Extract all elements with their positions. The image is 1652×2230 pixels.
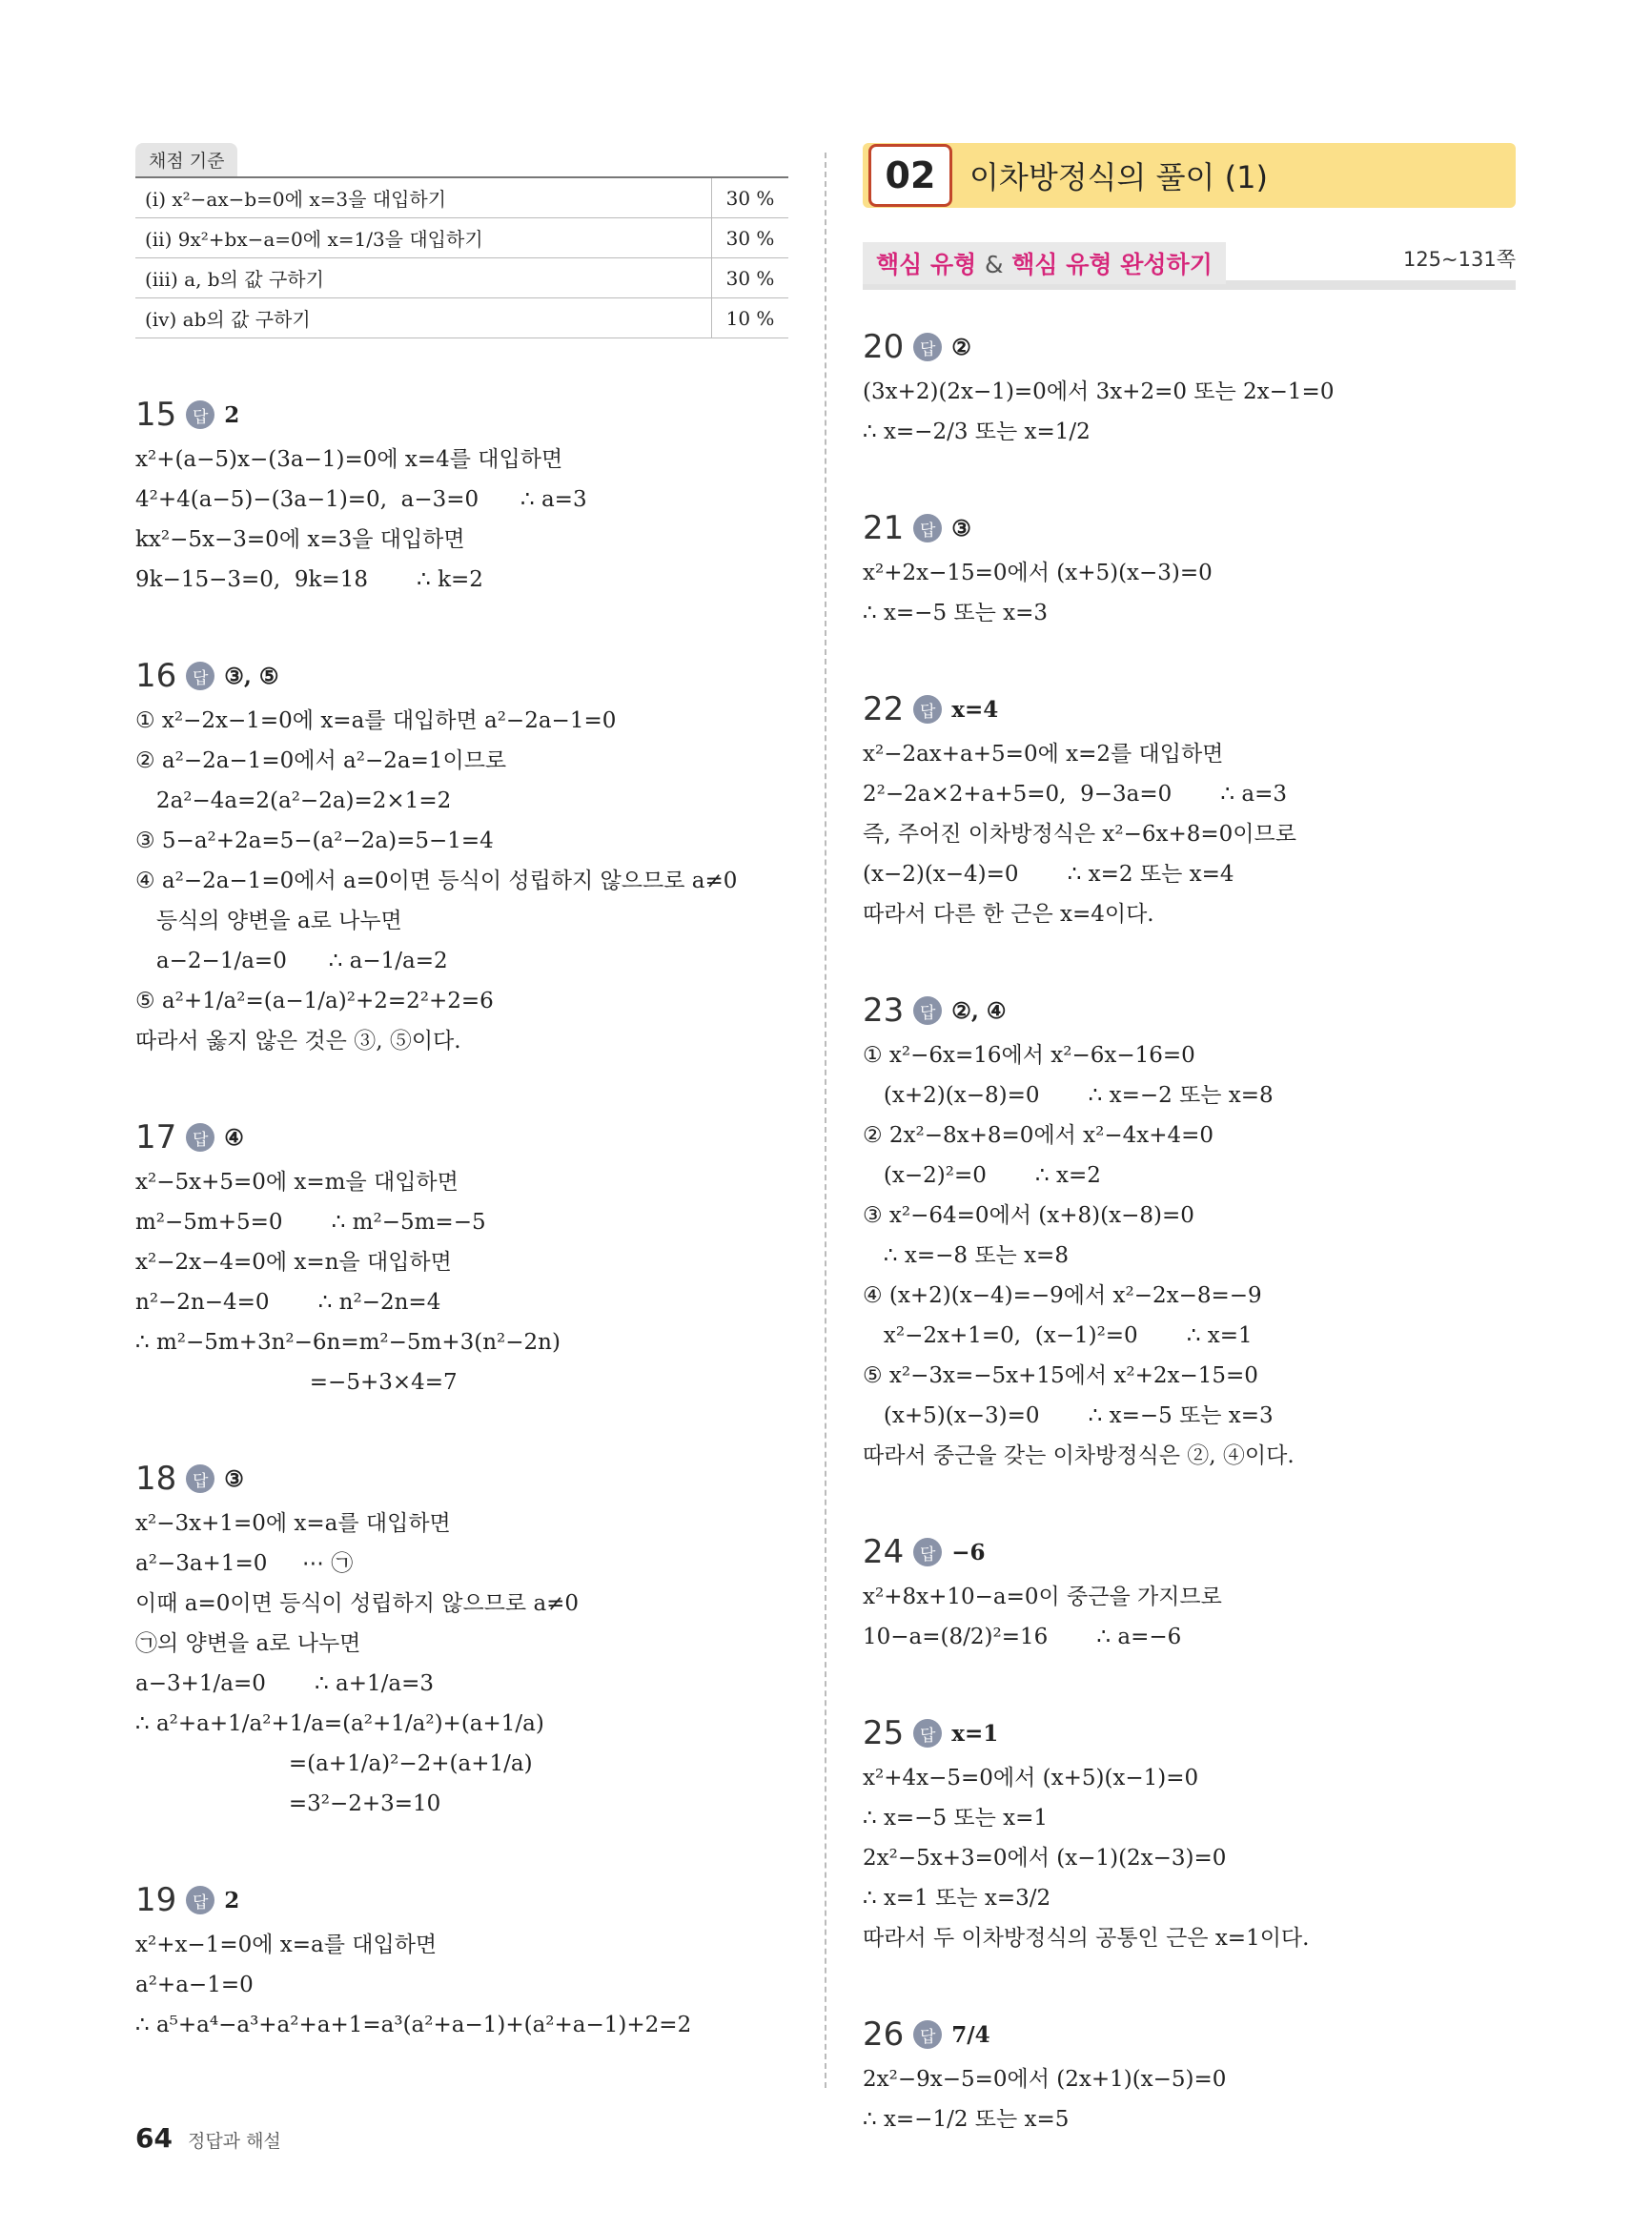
footer-label: 정답과 해설 — [187, 2131, 281, 2152]
problem-header — [863, 690, 1516, 728]
scoring-item: (ⅲ) a, b의 값 구하기 — [135, 258, 712, 298]
problem-number: 20 — [863, 328, 905, 366]
answer-badge: 답 — [913, 695, 942, 724]
problem-24 — [863, 1533, 1516, 1657]
answer-badge: 답 — [186, 1886, 214, 1914]
solution-line: 2²−2a×2+a+5=0, 9−3a=0 ∴ a=3 — [863, 782, 1287, 807]
answer-value: 2 — [224, 1887, 240, 1913]
solution-line: ① x²−6x=16에서 x²−6x−16=0 — [863, 1043, 1195, 1068]
answer-value: ② — [951, 334, 971, 360]
solution-line: x²+(a−5)x−(3a−1)=0에 x=4를 대입하면 — [135, 447, 563, 472]
scoring-row — [135, 258, 788, 298]
solution-line: ③ 5−a²+2a=5−(a²−2a)=5−1=4 — [135, 829, 494, 853]
scoring-row — [135, 177, 788, 218]
problem-number: 22 — [863, 690, 905, 728]
solution-line: ∴ m²−5m+3n²−6n=m²−5m+3(n²−2n) — [135, 1330, 561, 1355]
solution-line: (x+2)(x−8)=0 ∴ x=−2 또는 x=8 — [863, 1083, 1274, 1108]
solution-line: =3²−2+3=10 — [135, 1791, 441, 1816]
problem-26 — [863, 2015, 1516, 2139]
solution-line: ∴ x=−5 또는 x=1 — [863, 1806, 1049, 1831]
page-number: 64 — [135, 2122, 173, 2154]
problem-20 — [863, 328, 1516, 452]
problem-header — [135, 657, 788, 695]
problem-header — [863, 509, 1516, 547]
problem-header — [135, 1881, 788, 1919]
solution-line: 따라서 다른 한 근은 x=4이다. — [863, 902, 1154, 927]
solution-line: x²+2x−15=0에서 (x+5)(x−3)=0 — [863, 561, 1213, 585]
solution-line: 2a²−4a=2(a²−2a)=2×1=2 — [135, 788, 452, 813]
right-problems — [863, 328, 1516, 2139]
scoring-row — [135, 218, 788, 258]
answer-value: ③ — [224, 1465, 244, 1492]
answer-value: −6 — [951, 1539, 986, 1565]
answer-badge: 답 — [913, 333, 942, 361]
column-divider — [825, 153, 826, 2088]
solution-line: n²−2n−4=0 ∴ n²−2n=4 — [135, 1290, 441, 1315]
solution-line: kx²−5x−3=0에 x=3을 대입하면 — [135, 527, 465, 552]
solution-line: 따라서 중근을 갖는 이차방정식은 ②, ④이다. — [863, 1443, 1295, 1468]
scoring-item: (ⅰ) x²−ax−b=0에 x=3을 대입하기 — [135, 177, 712, 218]
left-column — [135, 143, 788, 2045]
section-amp: & — [985, 251, 1004, 278]
solution-line: (x−2)²=0 ∴ x=2 — [863, 1163, 1101, 1188]
solution-line: ③ x²−64=0에서 (x+8)(x−8)=0 — [863, 1203, 1194, 1228]
solution-line: ∴ x=−1/2 또는 x=5 — [863, 2107, 1070, 2132]
solution-line: ② a²−2a−1=0에서 a²−2a=1이므로 — [135, 748, 507, 773]
chapter-number: 02 — [868, 144, 952, 207]
problem-number: 24 — [863, 1533, 905, 1571]
section-header — [863, 242, 1516, 290]
answer-value: ④ — [224, 1124, 244, 1151]
solution-line: x²−5x+5=0에 x=m을 대입하면 — [135, 1170, 459, 1195]
problem-number: 16 — [135, 657, 177, 695]
page-footer — [135, 2122, 281, 2154]
solution-line: ④ a²−2a−1=0에서 a=0이면 등식이 성립하지 않으므로 a≠0 — [135, 869, 738, 893]
answer-badge: 답 — [913, 1719, 942, 1748]
solution-line: ∴ x=−5 또는 x=3 — [863, 601, 1049, 625]
answer-value: ③ — [951, 515, 971, 542]
scoring-percent: 30 % — [712, 177, 789, 218]
problem-25 — [863, 1714, 1516, 1958]
solution-line: x²+4x−5=0에서 (x+5)(x−1)=0 — [863, 1766, 1199, 1790]
problem-header — [135, 1118, 788, 1156]
scoring-criteria — [135, 143, 788, 338]
problem-number: 26 — [863, 2015, 905, 2054]
problem-number: 23 — [863, 992, 905, 1030]
answer-badge: 답 — [913, 1538, 942, 1566]
left-problems — [135, 396, 788, 2045]
solution-line: 4²+4(a−5)−(3a−1)=0, a−3=0 ∴ a=3 — [135, 487, 587, 512]
problem-number: 21 — [863, 509, 905, 547]
solution-line: ∴ a⁵+a⁴−a³+a²+a+1=a³(a²+a−1)+(a²+a−1)+2=2 — [135, 2013, 692, 2037]
solution-line: ⑤ x²−3x=−5x+15에서 x²+2x−15=0 — [863, 1363, 1258, 1388]
problem-header — [863, 992, 1516, 1030]
solution-line: ② 2x²−8x+8=0에서 x²−4x+4=0 — [863, 1123, 1214, 1148]
solution-line: 따라서 옳지 않은 것은 ③, ⑤이다. — [135, 1029, 461, 1054]
answer-badge: 답 — [913, 996, 942, 1025]
solution-line: 2x²−5x+3=0에서 (x−1)(2x−3)=0 — [863, 1846, 1227, 1871]
solution-line: 따라서 두 이차방정식의 공통인 근은 x=1이다. — [863, 1926, 1310, 1951]
solution-line: (x+5)(x−3)=0 ∴ x=−5 또는 x=3 — [863, 1403, 1274, 1428]
answer-value: ②, ④ — [951, 997, 1007, 1024]
problem-header — [863, 1533, 1516, 1571]
answer-badge: 답 — [186, 1123, 214, 1152]
section-pages: 125~131쪽 — [1402, 248, 1516, 271]
chapter-banner — [863, 143, 1516, 208]
solution-line: x²−3x+1=0에 x=a를 대입하면 — [135, 1511, 451, 1536]
answer-value: x=1 — [951, 1720, 999, 1747]
problem-22 — [863, 690, 1516, 934]
answer-value: x=4 — [951, 696, 999, 723]
solution-line: x²+8x+10−a=0이 중근을 가지므로 — [863, 1585, 1222, 1609]
problem-15 — [135, 396, 788, 600]
answer-badge: 답 — [186, 662, 214, 690]
solution-line: ∴ a²+a+1/a²+1/a=(a²+1/a²)+(a+1/a) — [135, 1711, 544, 1736]
solution-line: 10−a=(8/2)²=16 ∴ a=−6 — [863, 1625, 1182, 1649]
solution-line: a−2−1/a=0 ∴ a−1/a=2 — [135, 949, 448, 973]
solution-line: x²−2ax+a+5=0에 x=2를 대입하면 — [863, 742, 1224, 767]
section-title-a: 핵심 유형 — [876, 251, 977, 278]
scoring-table — [135, 176, 788, 338]
problem-header — [863, 2015, 1516, 2054]
problem-number: 18 — [135, 1460, 177, 1498]
answer-badge: 답 — [913, 514, 942, 542]
problem-18 — [135, 1460, 788, 1824]
solution-line: 즉, 주어진 이차방정식은 x²−6x+8=0이므로 — [863, 822, 1296, 847]
solution-line: a²−3a+1=0 ⋯ ㉠ — [135, 1551, 354, 1576]
scoring-item: (ⅱ) 9x²+bx−a=0에 x=1/3을 대입하기 — [135, 218, 712, 258]
problem-number: 17 — [135, 1118, 177, 1156]
scoring-item: (ⅳ) ab의 값 구하기 — [135, 298, 712, 338]
problem-23 — [863, 992, 1516, 1476]
scoring-percent: 30 % — [712, 218, 789, 258]
solution-line: ∴ x=−8 또는 x=8 — [863, 1243, 1069, 1268]
problem-header — [135, 1460, 788, 1498]
solution-line: (3x+2)(2x−1)=0에서 3x+2=0 또는 2x−1=0 — [863, 379, 1335, 404]
scoring-percent: 10 % — [712, 298, 789, 338]
solution-line: =−5+3×4=7 — [135, 1370, 458, 1395]
problem-number: 25 — [863, 1714, 905, 1752]
scoring-row — [135, 298, 788, 338]
answer-badge: 답 — [913, 2020, 942, 2049]
problem-header — [863, 328, 1516, 366]
solution-line: 등식의 양변을 a로 나누면 — [135, 909, 402, 933]
solution-line: 9k−15−3=0, 9k=18 ∴ k=2 — [135, 567, 483, 592]
scoring-tag: 채점 기준 — [135, 143, 237, 176]
solution-line: ∴ x=1 또는 x=3/2 — [863, 1886, 1051, 1911]
solution-line: m²−5m+5=0 ∴ m²−5m=−5 — [135, 1210, 486, 1235]
scoring-percent: 30 % — [712, 258, 789, 298]
solution-line: ① x²−2x−1=0에 x=a를 대입하면 a²−2a−1=0 — [135, 708, 617, 733]
problem-number: 15 — [135, 396, 177, 434]
solution-line: a²+a−1=0 — [135, 1973, 254, 1997]
answer-value: ③, ⑤ — [224, 663, 279, 689]
right-column — [863, 143, 1516, 2139]
solution-line: 2x²−9x−5=0에서 (2x+1)(x−5)=0 — [863, 2067, 1227, 2092]
problem-17 — [135, 1118, 788, 1402]
solution-line: ⑤ a²+1/a²=(a−1/a)²+2=2²+2=6 — [135, 989, 494, 1013]
problem-header — [863, 1714, 1516, 1752]
section-title-b: 핵심 유형 완성하기 — [1011, 251, 1213, 278]
solution-line: =(a+1/a)²−2+(a+1/a) — [135, 1751, 533, 1776]
problem-21 — [863, 509, 1516, 633]
answer-badge: 답 — [186, 1464, 214, 1493]
answer-badge: 답 — [186, 400, 214, 429]
solution-line: ㉠의 양변을 a로 나누면 — [135, 1631, 361, 1656]
solution-line: 이때 a=0이면 등식이 성립하지 않으므로 a≠0 — [135, 1591, 580, 1616]
solution-line: x²−2x−4=0에 x=n을 대입하면 — [135, 1250, 452, 1275]
solution-line: x²−2x+1=0, (x−1)²=0 ∴ x=1 — [863, 1323, 1253, 1348]
chapter-title: 이차방정식의 풀이 (1) — [969, 159, 1268, 195]
answer-value: 2 — [224, 401, 240, 428]
solution-line: x²+x−1=0에 x=a를 대입하면 — [135, 1933, 438, 1957]
problem-number: 19 — [135, 1881, 177, 1919]
section-title — [863, 242, 1226, 284]
answer-value: 7/4 — [951, 2021, 990, 2048]
problem-19 — [135, 1881, 788, 2045]
solution-line: ④ (x+2)(x−4)=−9에서 x²−2x−8=−9 — [863, 1283, 1262, 1308]
solution-line: a−3+1/a=0 ∴ a+1/a=3 — [135, 1671, 434, 1696]
problem-16 — [135, 657, 788, 1061]
solution-line: (x−2)(x−4)=0 ∴ x=2 또는 x=4 — [863, 862, 1234, 887]
solution-line: ∴ x=−2/3 또는 x=1/2 — [863, 419, 1091, 444]
problem-header — [135, 396, 788, 434]
